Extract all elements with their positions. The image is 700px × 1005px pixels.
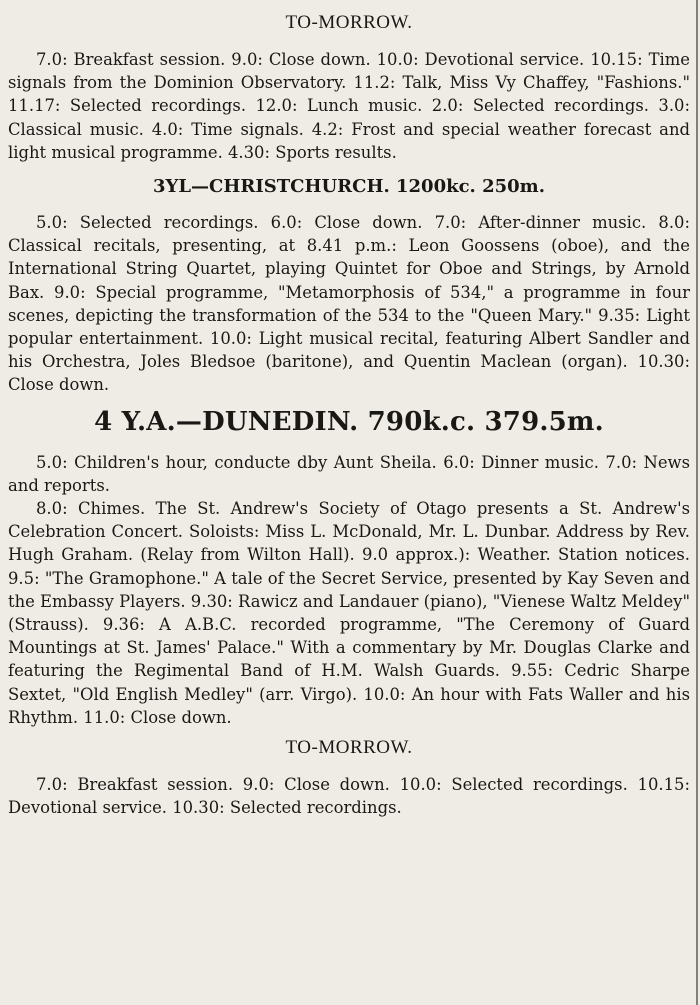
section-heading-tomorrow: TO-MORROW.	[285, 737, 413, 759]
column-edge-rule	[696, 0, 698, 1005]
dunedin-section	[8, 407, 690, 729]
program-paragraph: 7.0: Breakfast session. 9.0: Close down. 10.0: Devotional service. 10.15: Time signals from the Dominion Observatory. 11.2: Talk, Miss Vy Chaffey, "Fashions." 11.17: Selected recordings. 12.0: Lunch music. 2.0: Selected recordings. 3.0: Classical music. 4.0: Time signals. 4.2: Frost and special weather forecast and light musical programme. 4.30: Sports results.	[8, 50, 690, 162]
program-paragraph: 5.0: Children's hour, conducte dby Aunt Sheila. 6.0: Dinner music. 7.0: News and reports.	[8, 452, 690, 495]
program-paragraph: 7.0: Breakfast session. 9.0: Close down. 10.0: Selected recordings. 10.15: Devotional service. 10.30: Selected recordings.	[8, 775, 690, 818]
station-heading-4ya: 4 Y.A.—DUNEDIN. 790k.c. 379.5m.	[94, 406, 604, 437]
tomorrow-section-2	[8, 737, 690, 819]
program-paragraph: 8.0: Chimes. The St. Andrew's Society of Otago presents a St. Andrew's Celebration Concert. Soloists: Miss L. McDonald, Mr. L. Dunbar. Address by Rev. Hugh Graham. (Relay from Wilton Hall). 9.0 approx.): Weather. Station notices. 9.5: "The Gramophone." A tale of the Secret Service, presented by Kay Seven and the Embassy Players. 9.30: Rawicz and Landauer (piano), "Vienese Waltz Meldey" (Strauss). 9.36: A A.B.C. recorded programme, "The Ceremony of Guard Mountings at St. James' Palace." With a commentary by Mr. Douglas Clarke and featuring the Regimental Band of H.M. Walsh Guards. 9.55: Cedric Sharpe Sextet, "Old English Medley" (arr. Virgo). 10.0: An hour with Fats Waller and his Rhythm. 11.0: Close down.	[8, 499, 690, 727]
section-heading-tomorrow: TO-MORROW.	[285, 12, 413, 33]
station-heading-3yl: 3YL—CHRISTCHURCH. 1200kc. 250m.	[153, 176, 545, 198]
tomorrow-section-1	[8, 12, 690, 164]
christchurch-section	[8, 176, 690, 397]
program-paragraph: 5.0: Selected recordings. 6.0: Close down. 7.0: After-dinner music. 8.0: Classical recitals, presenting, at 8.41 p.m.: Leon Goossens (oboe), and the International String Quartet, playing Quintet for Oboe and Strings, by Arnold Bax. 9.0: Special programme, "Metamorphosis of 534," a programme in four scenes, depicting the transformation of the 534 to the "Queen Mary." 9.35: Light popular entertainment. 10.0: Light musical recital, featuring Albert Sandler and his Orchestra, Joles Bledsoe (baritone), and Quentin Maclean (organ). 10.30: Close down.	[8, 213, 690, 395]
